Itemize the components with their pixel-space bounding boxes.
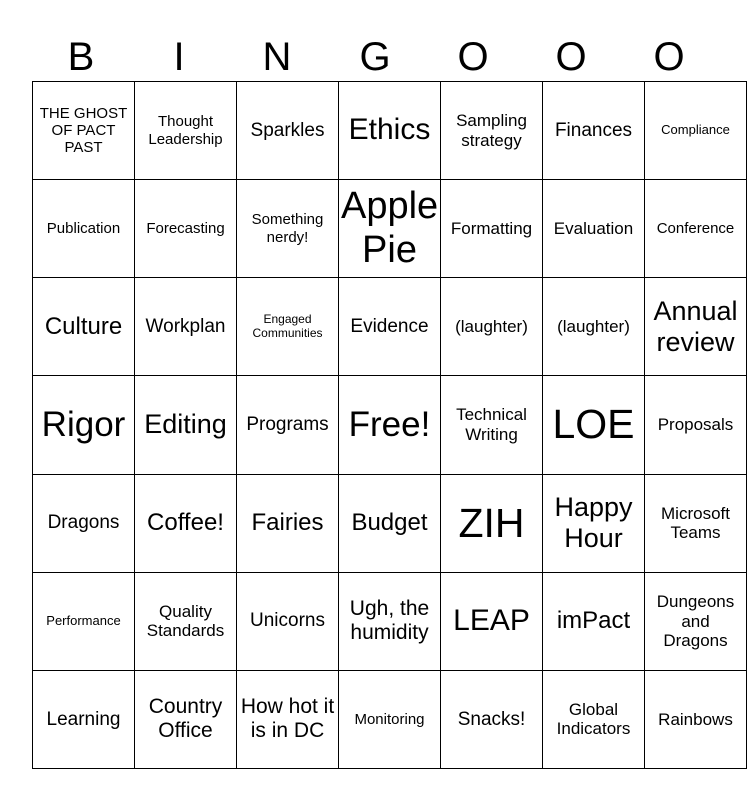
board-row <box>33 474 747 572</box>
board-row <box>33 82 747 180</box>
bingo-cell[interactable]: Something nerdy! <box>237 180 339 278</box>
header-letter: O <box>457 35 489 79</box>
board-row <box>33 670 747 768</box>
bingo-cell[interactable]: Dungeons and Dragons <box>645 572 747 670</box>
bingo-cell[interactable]: THE GHOST OF PACT PAST <box>33 82 135 180</box>
bingo-cell[interactable]: Thought Leadership <box>135 82 237 180</box>
bingo-cell[interactable]: Global Indicators <box>543 670 645 768</box>
bingo-cell[interactable]: Proposals <box>645 376 747 474</box>
bingo-cell[interactable]: Annual review <box>645 278 747 376</box>
bingo-cell[interactable]: Unicorns <box>237 572 339 670</box>
bingo-cell[interactable]: Quality Standards <box>135 572 237 670</box>
bingo-cell[interactable]: Country Office <box>135 670 237 768</box>
bingo-cell[interactable]: Ethics <box>339 82 441 180</box>
header-letter: G <box>359 35 391 79</box>
bingo-cell[interactable]: Forecasting <box>135 180 237 278</box>
bingo-cell[interactable]: Engaged Communities <box>237 278 339 376</box>
bingo-cell[interactable]: Compliance <box>645 82 747 180</box>
bingo-cell[interactable]: Programs <box>237 376 339 474</box>
bingo-cell[interactable]: Rainbows <box>645 670 747 768</box>
header-letter: O <box>555 35 587 79</box>
bingo-cell[interactable]: Evidence <box>339 278 441 376</box>
bingo-header <box>32 34 718 80</box>
bingo-board <box>32 81 747 769</box>
bingo-cell[interactable]: Sparkles <box>237 82 339 180</box>
bingo-cell[interactable]: Ugh, the humidity <box>339 572 441 670</box>
bingo-cell[interactable]: Evaluation <box>543 180 645 278</box>
bingo-cell[interactable]: Snacks! <box>441 670 543 768</box>
bingo-cell[interactable]: Technical Writing <box>441 376 543 474</box>
bingo-cell[interactable]: Performance <box>33 572 135 670</box>
bingo-cell[interactable]: ZIH <box>441 474 543 572</box>
bingo-cell[interactable]: Editing <box>135 376 237 474</box>
bingo-cell[interactable]: LOE <box>543 376 645 474</box>
bingo-cell[interactable]: imPact <box>543 572 645 670</box>
header-letter: N <box>262 35 292 79</box>
bingo-cell[interactable]: Conference <box>645 180 747 278</box>
bingo-cell[interactable]: Microsoft Teams <box>645 474 747 572</box>
bingo-cell[interactable]: Fairies <box>237 474 339 572</box>
bingo-cell[interactable]: Dragons <box>33 474 135 572</box>
bingo-cell[interactable]: How hot it is in DC <box>237 670 339 768</box>
header-letter: O <box>653 35 685 79</box>
bingo-cell[interactable]: Learning <box>33 670 135 768</box>
bingo-cell[interactable]: Monitoring <box>339 670 441 768</box>
bingo-cell[interactable]: (laughter) <box>441 278 543 376</box>
bingo-cell[interactable]: Formatting <box>441 180 543 278</box>
bingo-cell[interactable]: Publication <box>33 180 135 278</box>
bingo-cell[interactable]: Sampling strategy <box>441 82 543 180</box>
header-letter: I <box>173 35 185 79</box>
board-row <box>33 376 747 474</box>
bingo-cell[interactable]: Finances <box>543 82 645 180</box>
board-row <box>33 278 747 376</box>
bingo-cell[interactable]: Apple Pie <box>339 180 441 278</box>
bingo-cell[interactable]: Free! <box>339 376 441 474</box>
board-row <box>33 572 747 670</box>
bingo-cell[interactable]: Workplan <box>135 278 237 376</box>
bingo-cell[interactable]: Budget <box>339 474 441 572</box>
bingo-cell[interactable]: LEAP <box>441 572 543 670</box>
bingo-cell[interactable]: Coffee! <box>135 474 237 572</box>
bingo-cell[interactable]: Happy Hour <box>543 474 645 572</box>
bingo-cell[interactable]: Rigor <box>33 376 135 474</box>
board-row <box>33 180 747 278</box>
header-letter: B <box>67 35 95 79</box>
bingo-cell[interactable]: (laughter) <box>543 278 645 376</box>
bingo-cell[interactable]: Culture <box>33 278 135 376</box>
